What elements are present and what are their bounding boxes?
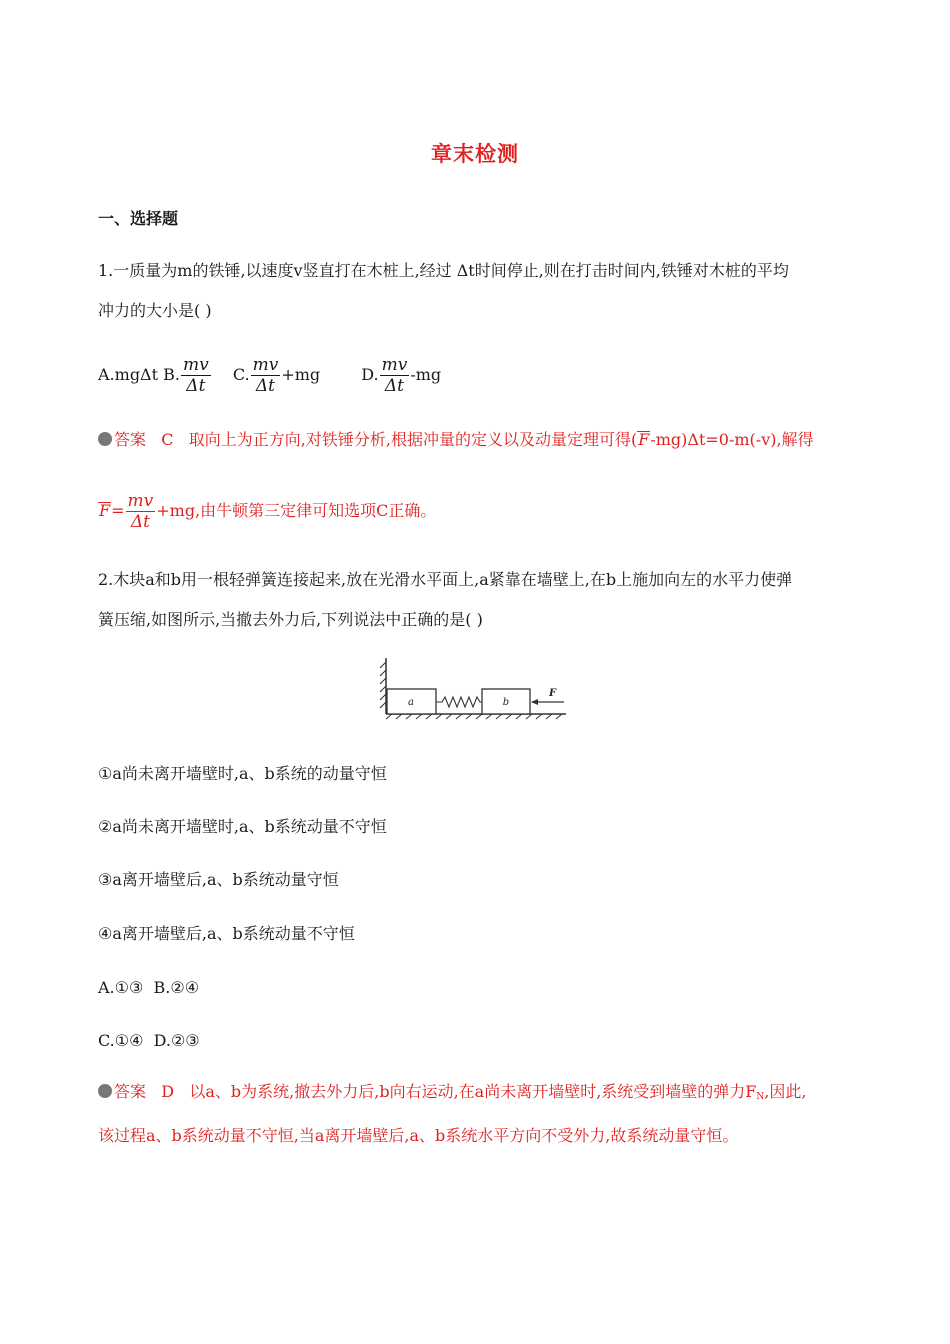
q2-answer-letter: D bbox=[161, 1082, 175, 1101]
q2-answer-label: 答案 bbox=[114, 1082, 147, 1101]
q2-answer-line2: 该过程a、b系统动量不守恒,当a离开墙壁后,a、b系统水平方向不受外力,故系统动量守恒。 bbox=[98, 1126, 739, 1145]
q1-answer-equals: = bbox=[111, 501, 125, 520]
q2-statement-1: ①a尚未离开墙壁时,a、b系统的动量守恒 bbox=[98, 764, 387, 783]
q2-statement-3: ③a离开墙壁后,a、b系统动量守恒 bbox=[98, 870, 339, 889]
fraction-numerator: mv bbox=[381, 354, 408, 375]
q1-answer-text-before: 取向上为正方向,对铁锤分析,根据冲量的定义以及动量定理可得( bbox=[188, 430, 638, 449]
block-a-label: a bbox=[408, 697, 414, 708]
q1-stem-line2: 冲力的大小是( ) bbox=[98, 301, 212, 320]
q1-option-c bbox=[233, 352, 320, 398]
q1-stem-line1: 1.一质量为m的铁锤,以速度v竖直打在木桩上,经过 Δt时间停止,则在打击时间内,铁锤对木桩的平均 bbox=[98, 261, 789, 280]
section-heading: 一、选择题 bbox=[98, 209, 179, 228]
force-label: F bbox=[549, 688, 557, 699]
fraction-mv-over-dt bbox=[380, 355, 410, 397]
fraction-numerator: mv bbox=[252, 354, 279, 375]
answer-marker-icon bbox=[98, 1084, 112, 1098]
q1-option-b bbox=[163, 352, 212, 398]
q1-option-a: A.mgΔt bbox=[98, 365, 159, 384]
average-force-symbol: F bbox=[99, 501, 111, 520]
q2-statement-4: ④a离开墙壁后,a、b系统动量不守恒 bbox=[98, 924, 355, 943]
q1-option-d-label: D. bbox=[361, 365, 379, 384]
q2-stem-line2: 簧压缩,如图所示,当撤去外力后,下列说法中正确的是( ) bbox=[98, 610, 483, 629]
q1-answer-letter: C bbox=[161, 430, 174, 449]
block-b-label: b bbox=[502, 697, 510, 708]
q2-answer-line1 bbox=[98, 1082, 806, 1107]
fraction-denominator: Δt bbox=[186, 375, 206, 396]
q1-options bbox=[98, 352, 441, 398]
spring-blocks-figure bbox=[378, 656, 570, 720]
q1-answer-label: 答案 bbox=[114, 430, 147, 449]
q1-answer-text-after: -mg)Δt=0-m(-v),解得 bbox=[650, 430, 814, 449]
q1-option-c-suffix: +mg bbox=[281, 365, 321, 384]
average-force-symbol: F bbox=[638, 430, 650, 449]
wall-icon bbox=[380, 658, 386, 714]
fraction-numerator: mv bbox=[127, 490, 154, 511]
spring-icon bbox=[436, 697, 482, 707]
normal-force-subscript: N bbox=[756, 1092, 765, 1102]
q2-answer-text: 以a、b为系统,撤去外力后,b向右运动,在a尚未离开墙壁时,系统受到墙壁的弹力F bbox=[189, 1082, 757, 1101]
fraction-denominator: Δt bbox=[255, 375, 275, 396]
q2-statement-2: ②a尚未离开墙壁时,a、b系统动量不守恒 bbox=[98, 817, 387, 836]
q2-stem-line1: 2.木块a和b用一根轻弹簧连接起来,放在光滑水平面上,a紧靠在墙壁上,在b上施加向左的水平力使弹 bbox=[98, 570, 793, 589]
fraction-numerator: mv bbox=[182, 354, 209, 375]
fraction-denominator: Δt bbox=[384, 375, 404, 396]
fraction-denominator: Δt bbox=[130, 511, 150, 532]
q1-answer-line1 bbox=[98, 430, 814, 450]
fraction-mv-over-dt bbox=[181, 355, 211, 397]
fraction-mv-over-dt bbox=[251, 355, 281, 397]
q1-option-b-label: B. bbox=[163, 365, 180, 384]
q1-option-d bbox=[361, 352, 441, 398]
ground-icon bbox=[386, 714, 566, 719]
force-arrow-icon bbox=[531, 699, 564, 705]
fraction-mv-over-dt bbox=[126, 491, 156, 533]
document-title: 章末检测 bbox=[431, 141, 519, 166]
q1-answer-conclusion: +mg,由牛顿第三定律可知选项C正确。 bbox=[156, 501, 437, 520]
q2-options-row1: A.①③ B.②④ bbox=[98, 978, 200, 997]
q2-options-row2: C.①④ D.②③ bbox=[98, 1031, 200, 1050]
q1-answer-line2 bbox=[98, 488, 436, 534]
answer-marker-icon bbox=[98, 432, 112, 446]
q2-answer-tail: ,因此, bbox=[764, 1082, 807, 1101]
q1-option-c-label: C. bbox=[232, 365, 250, 384]
q1-option-d-suffix: -mg bbox=[410, 365, 442, 384]
